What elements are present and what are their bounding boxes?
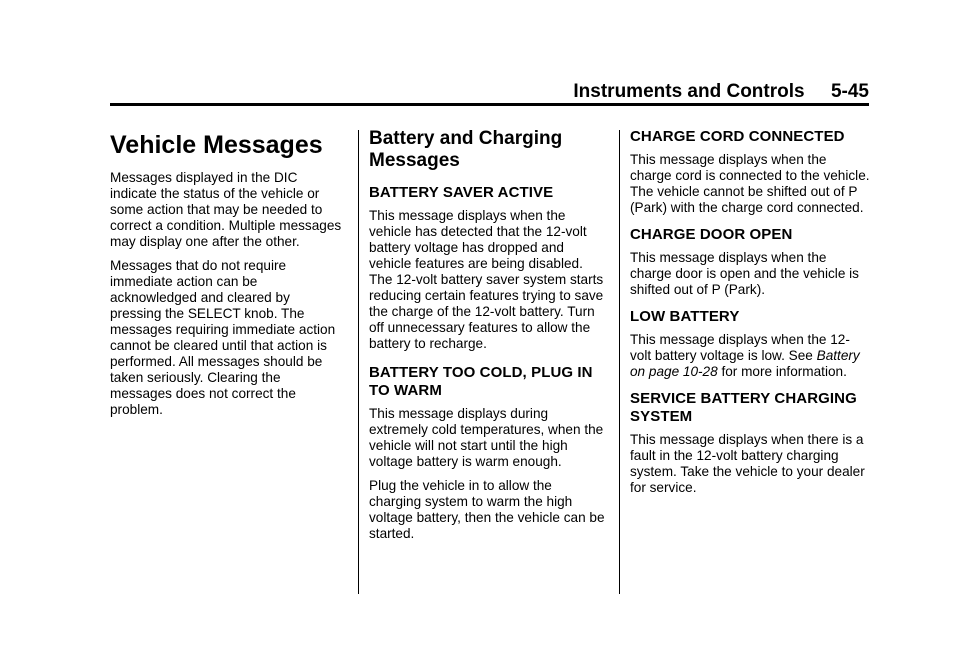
message-title: CHARGE CORD CONNECTED — [630, 128, 845, 145]
message-title: LOW BATTERY — [630, 308, 740, 325]
message-title: BATTERY TOO COLD, PLUG IN TO WARM — [369, 364, 593, 399]
message-title: SERVICE BATTERY CHARGING SYSTEM — [630, 390, 857, 425]
cross-reference-link[interactable]: Battery on page 10-28 — [630, 348, 860, 379]
message-title: BATTERY SAVER ACTIVE — [369, 184, 554, 201]
paragraph: This message displays when the charge door is open and the vehicle is shifted out of P (Park). — [630, 250, 859, 297]
paragraph: This message displays during extremely cold temperatures, when the vehicle will not start until the high voltage battery is warm enough. — [369, 406, 604, 469]
header-rule — [110, 103, 869, 106]
message-title: CHARGE DOOR OPEN — [630, 226, 793, 243]
paragraph — [630, 332, 870, 380]
paragraph-text: This message displays when the 12-volt battery voltage is low. See — [630, 332, 850, 363]
column-2 — [369, 126, 607, 550]
paragraph: This message displays when the vehicle has detected that the 12-volt battery voltage has dropped and vehicle features are being disabled. The 12-volt battery saver system starts reducing certain features trying to save the charge of the 12-volt battery. Turn off unnecessary features to allow the battery to recharge. — [369, 208, 604, 351]
paragraph: Plug the vehicle in to allow the charging system to warm the high voltage battery, then the vehicle can be started. — [369, 478, 605, 541]
paragraph-text: for more information. — [717, 364, 847, 379]
paragraph: This message displays when there is a fault in the 12-volt battery charging system. Take the vehicle to your dealer for service. — [630, 432, 865, 495]
section-heading-vehicle-messages: Vehicle Messages — [110, 131, 323, 159]
section-heading-battery-charging: Battery and Charging Messages — [369, 128, 563, 171]
paragraph: Messages that do not require immediate action can be acknowledged and cleared by pressing the SELECT knob. The messages requiring immediate action cannot be cleared until that action is performed. All messages should be taken seriously. Clearing the messages does not correct the problem. — [110, 258, 336, 417]
page-header-title: Instruments and Controls 5-45 — [573, 81, 869, 102]
column-1 — [110, 126, 342, 426]
paragraph: Messages displayed in the DIC indicate the status of the vehicle or some action that may be needed to correct a condition. Multiple messages may display one after the other. — [110, 170, 342, 249]
paragraph: This message displays when the charge cord is connected to the vehicle. The vehicle cannot be shifted out of P (Park) with the charge cord connected. — [630, 152, 870, 215]
column-3 — [630, 126, 870, 504]
column-divider-1 — [358, 130, 359, 594]
column-divider-2 — [619, 130, 620, 594]
